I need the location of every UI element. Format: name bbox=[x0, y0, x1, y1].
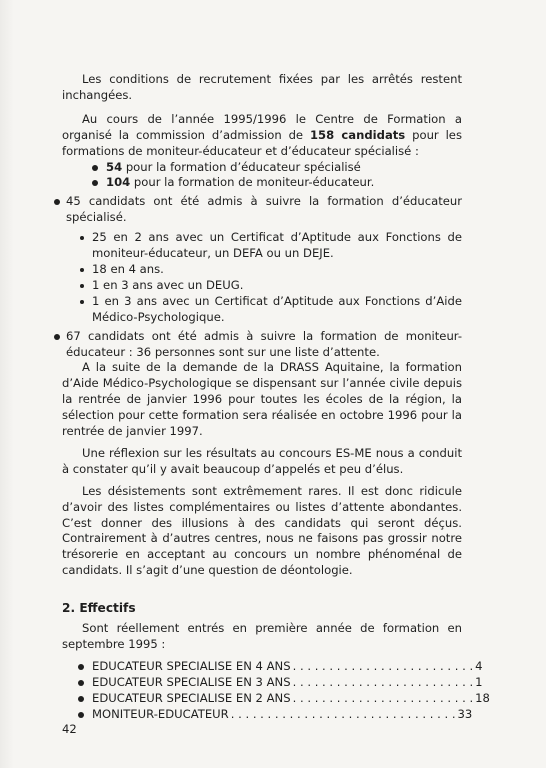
paragraph-commission bbox=[62, 112, 462, 160]
effectif-label: EDUCATEUR SPECIALISE EN 2 ANS bbox=[92, 690, 291, 705]
bullet-icon bbox=[54, 334, 60, 340]
commission-text-c: pour les formations de moniteur-éducateur et d’éducateur spécialisé : bbox=[62, 127, 462, 158]
list-item-text: 1 en 3 ans avec un Certificat d’Aptitude aux Fonctions d’Aide Médico-Psychologique. bbox=[92, 293, 462, 324]
list-item-bold: 54 bbox=[106, 159, 123, 174]
effectif-row bbox=[78, 658, 483, 675]
bullet-icon bbox=[80, 284, 84, 288]
list-item bbox=[92, 160, 462, 176]
bullet-icon bbox=[80, 268, 84, 272]
effectif-label: EDUCATEUR SPECIALISE EN 4 ANS bbox=[92, 658, 291, 673]
paragraph-drass: A la suite de la demande de la DRASS Aquitaine, la formation d’Aide Médico-Psychologique se dispensant sur l’année civile depuis la rentrée de janvier 1996 pour toutes les écoles de la région, la sélection pour cette formation sera réalisée en octobre 1996 pour la rentrée de janvier 1997. bbox=[62, 360, 462, 439]
bullet-icon bbox=[78, 680, 84, 686]
list-item bbox=[80, 278, 462, 294]
list-item-text: 1 en 3 ans avec un DEUG. bbox=[92, 277, 244, 292]
paragraph-entres: Sont réellement entrés en première année de formation en septembre 1995 : bbox=[62, 621, 462, 651]
list-item-text: 18 en 4 ans. bbox=[92, 261, 164, 276]
bullet-icon bbox=[80, 300, 84, 304]
paragraph-es-admitted: 45 candidats ont été admis à suivre la formation d’éducateur spécialisé. bbox=[66, 194, 462, 225]
list-item bbox=[80, 230, 462, 262]
effectif-label: EDUCATEUR SPECIALISE EN 3 ANS bbox=[92, 674, 291, 689]
list-item bbox=[62, 194, 462, 226]
paragraph-me-admitted: 67 candidats ont été admis à suivre la formation de moniteur-éducateur : 36 personnes sont sur une liste d’attente. bbox=[66, 328, 462, 359]
bullet-icon bbox=[92, 180, 98, 186]
list-item bbox=[62, 329, 462, 361]
list-item bbox=[80, 294, 462, 326]
effectif-row bbox=[78, 674, 483, 691]
commission-candidates-count: 158 candidats bbox=[309, 127, 406, 142]
dot-leader: . . . . . . . . . . . . . . . . . . . . . . . . . bbox=[292, 674, 474, 689]
dot-leader: . . . . . . . . . . . . . . . . . . . . . . . . . bbox=[292, 690, 474, 705]
commission-list bbox=[62, 160, 462, 192]
effectif-value: 18 bbox=[475, 690, 490, 705]
effectifs-list bbox=[62, 658, 490, 723]
list-item-bold: 104 bbox=[106, 175, 131, 190]
effectif-row bbox=[78, 690, 490, 707]
dot-leader: . . . . . . . . . . . . . . . . . . . . . . . . . bbox=[292, 658, 474, 673]
effectif-row bbox=[78, 706, 473, 723]
list-item bbox=[92, 175, 462, 191]
es-breakdown-list bbox=[62, 230, 462, 325]
effectif-value: 1 bbox=[475, 674, 483, 689]
list-item-text: pour la formation d’éducateur spécialisé bbox=[122, 159, 361, 174]
bullet-icon bbox=[80, 236, 84, 240]
bullet-icon bbox=[78, 664, 84, 670]
list-item-text: 25 en 2 ans avec un Certificat d’Aptitude aux Fonctions de moniteur-éducateur, un DEFA ou un DEJE. bbox=[92, 230, 462, 261]
commission-text-a: Au cours de l’année 1995/1996 le Centre de Formation a organisé la commission d’admission de bbox=[62, 111, 462, 142]
page-number: 42 bbox=[62, 722, 77, 736]
effectif-label: MONITEUR-EDUCATEUR bbox=[92, 706, 229, 721]
body-text bbox=[62, 72, 490, 723]
bullet-icon bbox=[78, 696, 84, 702]
bullet-icon bbox=[92, 165, 98, 171]
bullet-icon bbox=[78, 712, 84, 718]
list-item bbox=[80, 262, 462, 278]
effectif-value: 33 bbox=[457, 706, 473, 721]
bullet-icon bbox=[54, 199, 60, 205]
section-title: 2. Effectifs bbox=[62, 601, 136, 616]
paragraph-reflexion: Une réflexion sur les résultats au concours ES-ME nous a conduit à constater qu’il y avait beaucoup d’appelés et peu d’élus. bbox=[62, 445, 462, 476]
list-item-text: pour la formation de moniteur-éducateur. bbox=[130, 175, 375, 190]
paragraph-desistements: Les désistements sont extrêmement rares. Il est donc ridicule d’avoir des listes complémentaires ou listes d’attente abondantes. C’est donner des illusions à des candidats qui seront déçus. Contrairement à d’autres centres, nous ne faisons pas grossir notre trésorerie en acceptant au concours un nombre phénoménal de candidats. Il s’agit d’une question de déontologie. bbox=[62, 483, 462, 578]
dot-leader: . . . . . . . . . . . . . . . . . . . . . . . . . . . . . . . bbox=[230, 706, 456, 721]
effectif-value: 4 bbox=[475, 658, 483, 673]
paragraph-conditions: Les conditions de recrutement fixées par les arrêtés restent inchangées. bbox=[62, 72, 462, 102]
